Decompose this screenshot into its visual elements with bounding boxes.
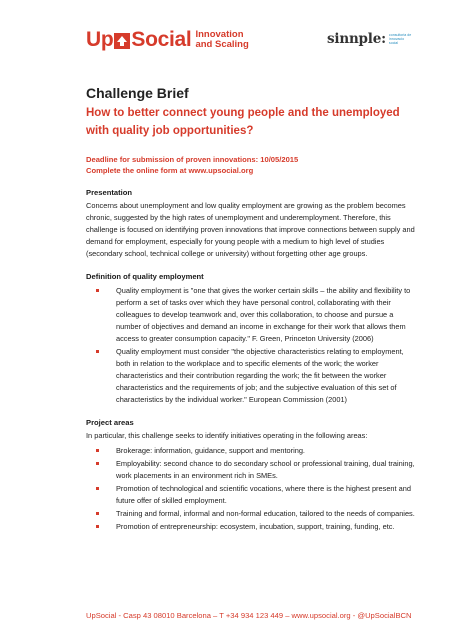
list-item xyxy=(86,445,416,457)
bullet-icon xyxy=(96,487,99,490)
presentation-heading: Presentation xyxy=(86,188,132,197)
deadline-line: Deadline for submission of proven innovations: 10/05/2015 xyxy=(86,155,299,164)
logo-tagline xyxy=(195,30,248,50)
bullet-icon xyxy=(96,512,99,515)
logo-social-text: Social xyxy=(131,28,192,51)
project-areas-heading: Project areas xyxy=(86,418,134,427)
definition-list xyxy=(86,285,416,406)
list-item xyxy=(86,483,416,507)
page-title: Challenge Brief xyxy=(86,85,189,101)
bullet-icon xyxy=(96,449,99,452)
bullet-icon xyxy=(96,462,99,465)
bullet-icon xyxy=(96,289,99,292)
list-item xyxy=(86,285,416,345)
deadline-block xyxy=(86,154,416,176)
list-item xyxy=(86,508,416,520)
list-item-text: Quality employment must consider "the objective characteristics relating to employment, both in relation to the workplace and to specific elements of the work; the worker characteristics and their contribution regarding the work; the fit between the worker characteristics and the requirements of job; and the subjective evaluation of this set of characteristics by the individual worker." European Commission (2001) xyxy=(116,347,404,404)
project-areas-list xyxy=(86,445,416,533)
page-subtitle: How to better connect young people and the unemployed with quality job opportunities? xyxy=(86,107,400,137)
page-footer: UpSocial - Casp 43 08010 Barcelona – T +34 934 123 449 – www.upsocial.org - @UpSocialBCN xyxy=(86,611,412,620)
definition-heading: Definition of quality employment xyxy=(86,272,204,281)
presentation-text: Concerns about unemployment and low quality employment are growing as the problem becomes chronic, suggested by the high rates of unemployment and underemployment. Therefore, this challenge is focused on identifying proven innovations that improve connections between supply and demand for employment, especially for young people with a medium to high level of studies (secondary school, technical college or university) without forgetting other age groups. xyxy=(86,201,415,258)
partner-tagline xyxy=(389,33,411,46)
list-item-text: Training and formal, informal and non-formal education, tailored to the needs of companies. xyxy=(116,509,415,518)
project-areas-intro: In particular, this challenge seeks to identify initiatives operating in the following areas: xyxy=(86,431,368,440)
list-item xyxy=(86,521,416,533)
list-item-text: Promotion of entrepreneurship: ecosystem, incubation, support, training, funding, etc. xyxy=(116,522,395,531)
upsocial-logo xyxy=(86,28,249,52)
list-item-text: Brokerage: information, guidance, support and mentoring. xyxy=(116,446,305,455)
partner-tagline-line-2: innovacio xyxy=(388,36,405,41)
partner-name: sinnple: xyxy=(327,31,386,47)
partner-tagline-line-3: social xyxy=(388,41,399,46)
list-item-text: Employability: second chance to do secondary school or professional training, dual training, work placements in an environment rich in SMEs. xyxy=(116,459,415,480)
partner-tagline-line-1: consultoria de xyxy=(388,32,412,37)
logo-tagline-line-1: Innovation xyxy=(195,29,244,40)
list-item xyxy=(86,346,416,406)
list-item-text: Quality employment is "one that gives the worker certain skills – the ability and flexibility to perform a set of tasks over which they have personal control, collaborating with their colleagues to develop teamwork and, over this collaboration, to choose and pursue a number of objectives and demand an income in exchange for their work that allows them access to greater consumption capacity." F. Green, Princeton University (2006) xyxy=(116,286,411,343)
bullet-icon xyxy=(96,350,99,353)
document-header xyxy=(86,28,426,56)
online-form-line: Complete the online form at www.upsocial.org xyxy=(86,166,254,175)
bullet-icon xyxy=(96,525,99,528)
document-body xyxy=(86,84,416,534)
logo-tagline-line-2: and Scaling xyxy=(195,39,249,50)
list-item-text: Promotion of technological and scientific vocations, where there is the highest present and future offer of skilled employment. xyxy=(116,484,411,505)
up-arrow-icon xyxy=(114,33,130,49)
sinnple-logo xyxy=(327,31,411,47)
logo-up-text: Up xyxy=(86,28,114,51)
list-item xyxy=(86,458,416,482)
